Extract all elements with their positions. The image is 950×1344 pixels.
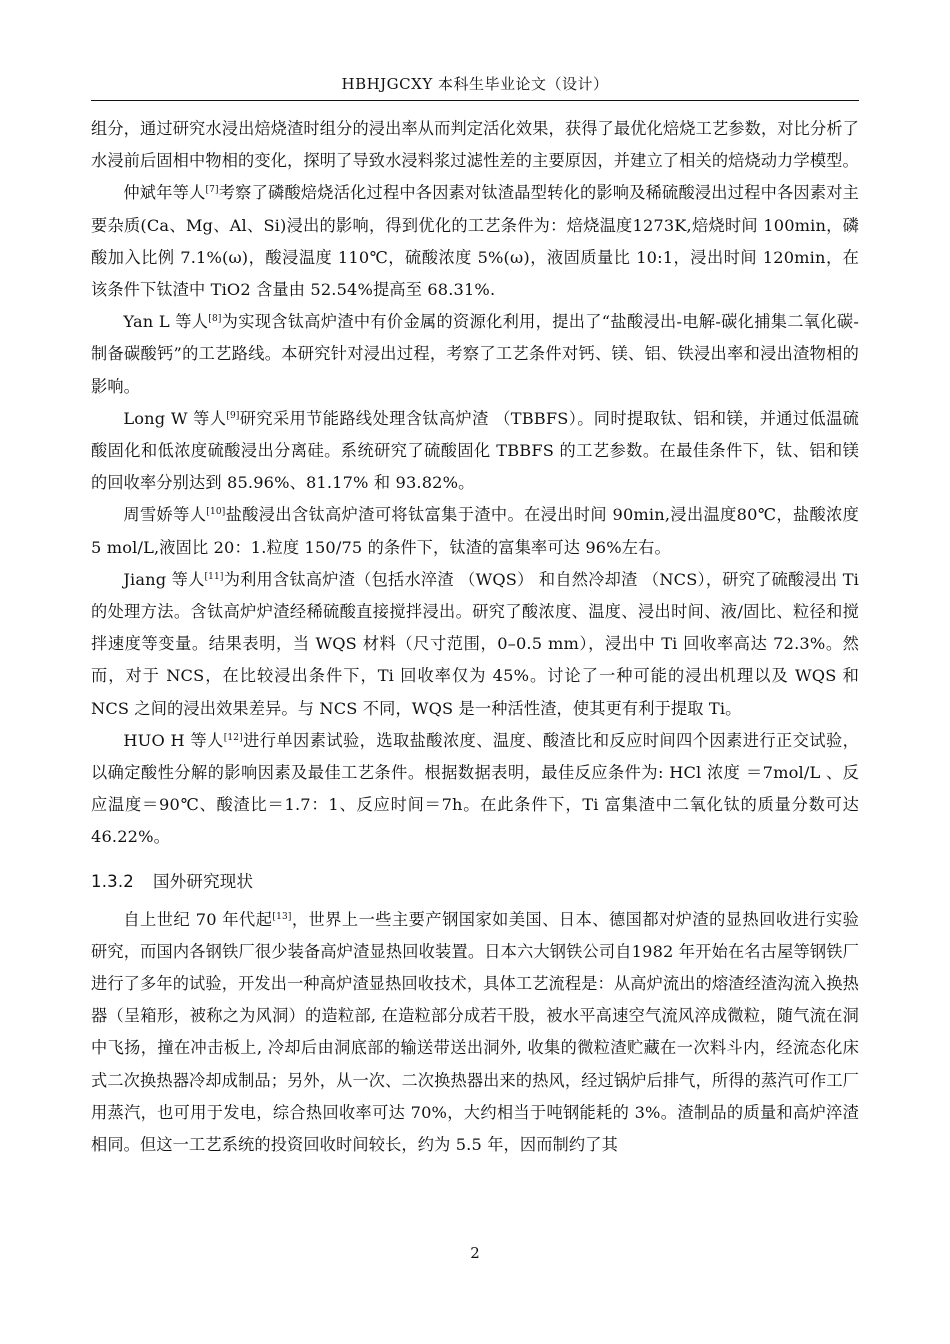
citation[interactable]: [13] <box>272 911 292 922</box>
paragraph-text: 自上世纪 70 年代起 <box>123 909 273 929</box>
section-number: 1.3.2 <box>91 871 134 891</box>
paragraph <box>91 306 859 403</box>
paragraph <box>91 564 859 725</box>
paragraph <box>91 725 859 854</box>
paragraph <box>91 499 859 563</box>
citation[interactable]: [8] <box>208 314 222 325</box>
header-rule <box>91 100 859 101</box>
author-text: Yan L 等人 <box>123 312 209 332</box>
author-text: Jiang 等人 <box>123 569 205 589</box>
paragraph-text: 考察了磷酸焙烧活化过程中各因素对钛渣晶型转化的影响及稀硫酸浸出过程中各因素对主要杂质(Ca、Mg、Al、Si)浸出的影响，得到优化的工艺条件为：焙烧温度1273K,焙烧时间 100min，磷酸加入比例 7.1%(ω)，酸浸温度 110℃，硫酸浓度 5%(ω)，液固质量比 10:1，浸出时间 120min，在该条件下钛渣中 TiO2 含量由 52.54%提高至 68.31%. <box>91 183 859 300</box>
citation[interactable]: [11] <box>204 571 224 582</box>
paragraph-continuation: 组分，通过研究水浸出焙烧渣时组分的浸出率从而判定活化效果，获得了最优化焙烧工艺参数，对比分析了水浸前后固相中物相的变化，探明了导致水浸料浆过滤性差的主要原因，并建立了相关的焙烧动力学模型。 <box>91 119 859 171</box>
citation[interactable]: [10] <box>206 507 226 518</box>
paragraph-text: ，世界上一些主要产钢国家如美国、日本、德国都对炉渣的显热回收进行实验研究，而国内各钢铁厂很少装备高炉渣显热回收装置。日本六大钢铁公司自1982 年开始在名古屋等钢铁厂进行了多年的试验，开发出一种高炉渣显热回收技术，具体工艺流程是：从高炉流出的熔渣经渣沟流入换热器（呈箱形，被称之为风洞）的造粒部, 在造粒部分成若干股，被水平高速空气流风淬成微粒，随气流在洞中飞扬，撞在冲击板上, 冷却后由洞底部的输送带送出洞外, 收集的微粒渣贮藏在一次料斗内，经流态化床式二次换热器冷却成制品；另外，从一次、二次换热器出来的热风，经过锅炉后排气，所得的蒸汽可作工厂用蒸汽，也可用于发电，综合热回收率可达 70%，大约相当于吨钢能耗的 3%。渣制品的质量和高炉淬渣相同。但这一工艺系统的投资回收时间较长，约为 5.5 年，因而制约了其 <box>91 909 859 1155</box>
body-text <box>91 113 859 1161</box>
paragraph <box>91 904 859 1162</box>
section-heading <box>91 866 859 898</box>
paragraph-text: 研究采用节能路线处理含钛高炉渣 （TBBFS）。同时提取钛、铝和镁，并通过低温硫酸固化和低浓度硫酸浸出分离硅。系统研究了硫酸固化 TBBFS 的工艺参数。在最佳条件下，钛、铝和镁的回收率分别达到 85.96%、81.17% 和 93.82%。 <box>91 408 860 493</box>
citation[interactable]: [7] <box>205 185 219 196</box>
paragraph-text: 盐酸浸出含钛高炉渣可将钛富集于渣中。在浸出时间 90min,浸出温度80℃，盐酸浓度 5 mol/L,液固比 20：1.粒度 150/75 的条件下，钛渣的富集率可达 96%左右。 <box>91 505 859 557</box>
author-text: 仲斌年等人 <box>123 183 206 203</box>
paragraph-text: 为实现含钛高炉渣中有价金属的资源化利用，提出了“盐酸浸出-电解-碳化捕集二氧化碳-制备碳酸钙”的工艺路线。本研究针对浸出过程，考察了工艺条件对钙、镁、铝、铁浸出率和浸出渣物相的影响。 <box>91 312 859 396</box>
page-number: 2 <box>470 1244 480 1262</box>
running-header: HBHJGCXY 本科生毕业论文（设计） <box>341 75 609 93</box>
author-text: HUO H 等人 <box>123 730 224 750</box>
citation[interactable]: [9] <box>226 410 240 421</box>
paragraph <box>91 177 859 306</box>
citation[interactable]: [12] <box>223 732 243 743</box>
paragraph <box>91 403 859 500</box>
author-text: Long W 等人 <box>123 408 227 428</box>
paragraph-text: 进行单因素试验，选取盐酸浓度、温度、酸渣比和反应时间四个因素进行正交试验，以确定酸性分解的影响因素及最佳工艺条件。根据数据表明，最佳反应条件为: HCl 浓度 ＝7mol/L 、反应温度＝90℃、酸渣比＝1.7：1、反应时间＝7h。在此条件下，Ti 富集渣中二氧化钛的质量分数可达 46.22%。 <box>91 730 859 847</box>
section-title: 国外研究现状 <box>153 871 254 891</box>
paragraph-text: 为利用含钛高炉渣（包括水淬渣 （WQS） 和自然冷却渣 （NCS），研究了硫酸浸出 Ti 的处理方法。含钛高炉炉渣经稀硫酸直接搅拌浸出。研究了酸浓度、温度、浸出时间、液/固比、粒径和搅拌速度等变量。结果表明，当 WQS 材料（尺寸范围，0–0.5 mm），浸出中 Ti 回收率高达 72.3%。然而，对于 NCS，在比较浸出条件下，Ti 回收率仅为 45%。讨论了一种可能的浸出机理以及 WQS 和 NCS 之间的浸出效果差异。与 NCS 不同，WQS 是一种活性渣，使其更有利于提取 Ti。 <box>91 569 859 718</box>
author-text: 周雪娇等人 <box>123 505 207 525</box>
